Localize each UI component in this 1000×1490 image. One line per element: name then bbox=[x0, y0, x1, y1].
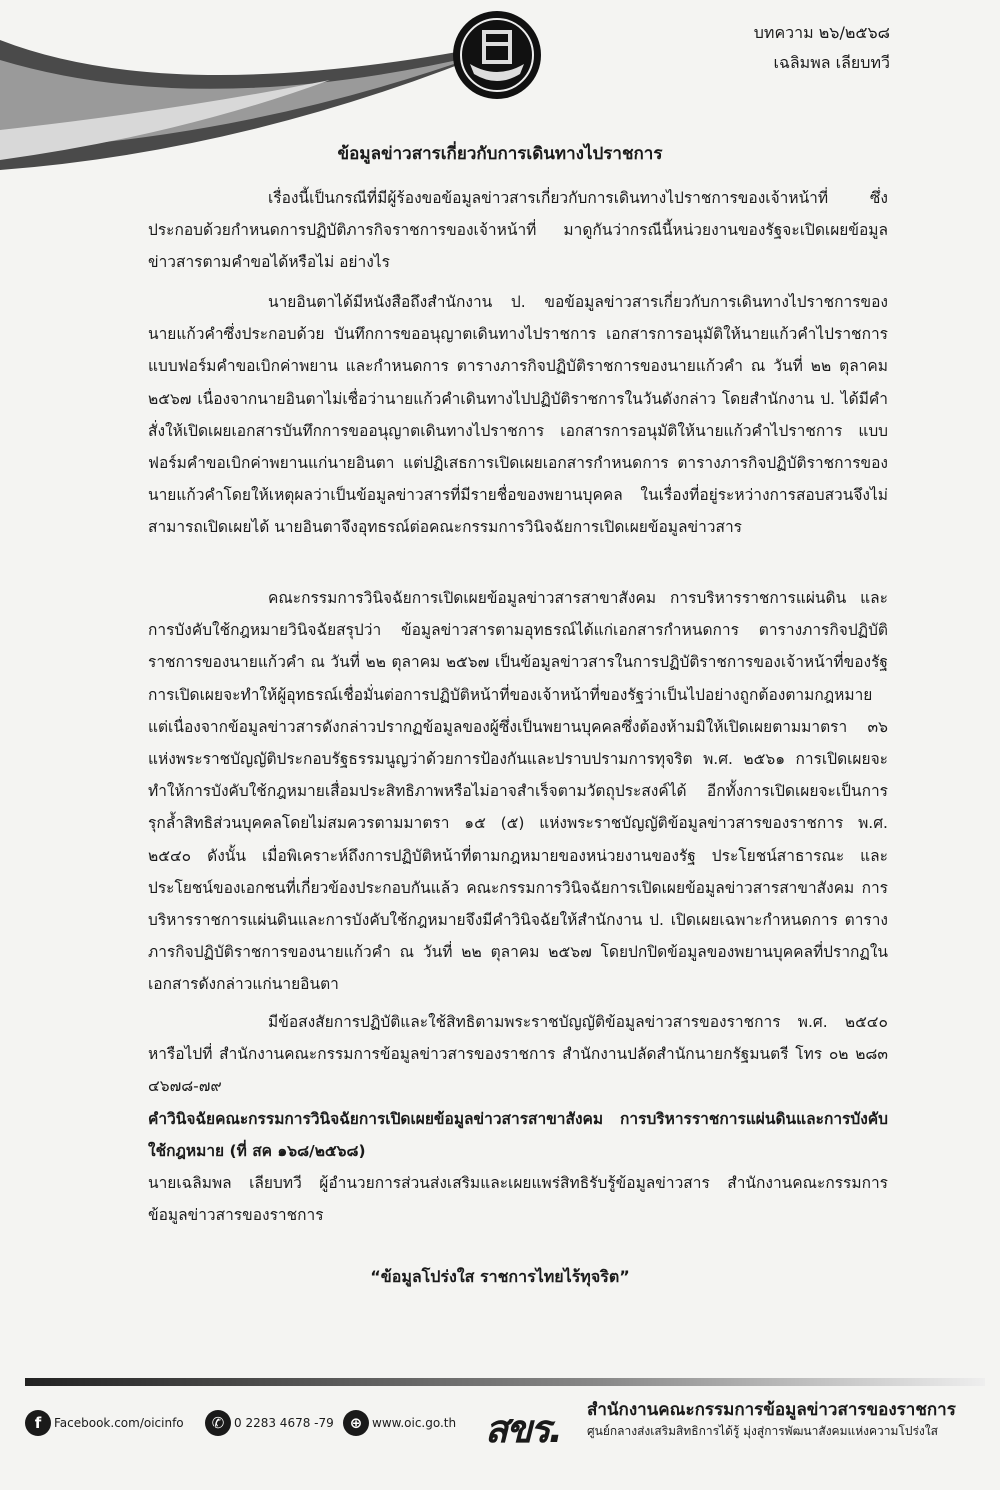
paragraph-text: มีข้อสงสัยการปฏิบัติและใช้สิทธิตามพระราชบัญญัติข้อมูลข่าวสารของราชการ พ.ศ. ๒๕๔๐ หารือไปที่ สำนักงานคณะกรรมการข้อมูลข่าวสารของราชการ สำนักงานปลัดสำนักนายกรัฐมนตรี โทร ๐๒ ๒๘๓ ๔๖๗๘-๗๙ bbox=[148, 1013, 888, 1096]
ruling-reference: คำวินิจฉัยคณะกรรมการวินิจฉัยการเปิดเผยข้อมูลข่าวสารสาขาสังคม การบริหารราชการแผ่นดินและการบังคับใช้กฎหมาย (ที่ สค ๑๖๘/๒๕๖๘) bbox=[148, 1109, 888, 1160]
footer-website[interactable] bbox=[343, 1410, 456, 1436]
document-title: ข้อมูลข่าวสารเกี่ยวกับการเดินทางไปราชการ bbox=[337, 144, 663, 164]
government-emblem-icon bbox=[450, 8, 544, 102]
globe-icon: ⊕ bbox=[343, 1410, 369, 1436]
paragraph-case bbox=[148, 286, 888, 544]
paragraph-ruling bbox=[148, 582, 888, 1001]
footer-facebook[interactable] bbox=[25, 1410, 184, 1436]
org-name: สำนักงานคณะกรรมการข้อมูลข่าวสารของราชการ bbox=[587, 1400, 956, 1420]
oic-logo: สขร. bbox=[485, 1407, 562, 1451]
phone-number: 0 2283 4678 -79 bbox=[234, 1416, 334, 1430]
paragraph-text: นายอินตาได้มีหนังสือถึงสำนักงาน ป. ขอข้อมูลข่าวสารเกี่ยวกับการเดินทางไปราชการของนายแก้วคำซึ่งประกอบด้วย บันทึกการขออนุญาตเดินทางไปราชการ เอกสารการอนุมัติให้นายแก้วคำไปราชการ แบบฟอร์มคำขอเบิกค่าพยาน และกำหนดการ ตารางภารกิจปฏิบัติราชการของนายแก้วคำ ณ วันที่ ๒๒ ตุลาคม ๒๕๖๗ เนื่องจากนายอินตาไม่เชื่อว่านายแก้วคำเดินทางไปปฏิบัติราชการในวันดังกล่าว โดยสำนักงาน ป. ได้มีคำสั่งให้เปิดเผยเอกสารบันทึกการขออนุญาตเดินทางไปราชการ เอกสารการอนุมัติให้นายแก้วคำไปราชการ แบบฟอร์มคำขอเบิกค่าพยานแก่นายอินตา แต่ปฏิเสธการเปิดเผยเอกสารกำหนดการ ตารางภารกิจปฏิบัติราชการของนายแก้วคำโดยให้เหตุผลว่าเป็นข้อมูลข่าวสารที่มีรายชื่อของพยานบุคคล ในเรื่องที่อยู่ระหว่างการสอบสวนจึงไม่สามารถเปิดเผยได้ นายอินตาจึงอุทธรณ์ต่อคณะกรรมการวินิจฉัยการเปิดเผยข้อมูลข่าวสาร bbox=[148, 293, 888, 537]
header-meta bbox=[754, 18, 890, 78]
facebook-link[interactable]: Facebook.com/oicinfo bbox=[54, 1416, 184, 1430]
article-number: บทความ ๒๖/๒๕๖๘ bbox=[753, 23, 890, 42]
website-link[interactable]: www.oic.go.th bbox=[372, 1416, 457, 1430]
footer bbox=[25, 1396, 985, 1456]
slogan: “ข้อมูลโปร่งใส ราชการไทยไร้ทุจริต” bbox=[370, 1267, 630, 1286]
org-tagline: ศูนย์กลางส่งเสริมสิทธิการได้รู้ มุ่งสู่การพัฒนาสังคมแห่งความโปร่งใส bbox=[587, 1424, 938, 1438]
footer-divider bbox=[25, 1378, 985, 1386]
paragraph-text: เรื่องนี้เป็นกรณีที่มีผู้ร้องขอข้อมูลข่าวสารเกี่ยวกับการเดินทางไปราชการของเจ้าหน้าที่ ซึ่งประกอบด้วยกำหนดการปฏิบัติภารกิจราชการของเจ้าหน้าที่ มาดูกันว่ากรณีนี้หน่วยงานของรัฐจะเปิดเผยข้อมูลข่าวสารตามคำขอได้หรือไม่ อย่างไร bbox=[148, 189, 888, 272]
paragraph-text: คณะกรรมการวินิจฉัยการเปิดเผยข้อมูลข่าวสารสาขาสังคม การบริหารราชการแผ่นดิน และการบังคับใช้กฎหมายวินิจฉัยสรุปว่า ข้อมูลข่าวสารตามอุทธรณ์ได้แก่เอกสารกำหนดการ ตารางภารกิจปฏิบัติราชการของนายแก้วคำ ณ วันที่ ๒๒ ตุลาคม ๒๕๖๗ เป็นข้อมูลข่าวสารในการปฏิบัติราชการของเจ้าหน้าที่ของรัฐ การเปิดเผยจะทำให้ผู้อุทธรณ์เชื่อมั่นต่อการปฏิบัติหน้าที่ของเจ้าหน้าที่ของรัฐว่าเป็นไปอย่างถูกต้องตามกฎหมาย แต่เนื่องจากข้อมูลข่าวสารดังกล่าวปรากฏข้อมูลของผู้ซึ่งเป็นพยานบุคคลซึ่งต้องห้ามมิให้เปิดเผยตามมาตรา ๓๖ แห่งพระราชบัญญัติประกอบรัฐธรรมนูญว่าด้วยการป้องกันและปราบปรามการทุจริต พ.ศ. ๒๕๖๑ การเปิดเผยจะทำให้การบังคับใช้กฎหมายเสื่อมประสิทธิภาพหรือไม่อาจสำเร็จตามวัตถุประสงค์ได้ อีกทั้งการเปิดเผยจะเป็นการรุกล้ำสิทธิส่วนบุคคลโดยไม่สมควรตามมาตรา ๑๕ (๕) แห่งพระราชบัญญัติข้อมูลข่าวสารของราชการ พ.ศ. ๒๕๔๐ ดังนั้น เมื่อพิเคราะห์ถึงการปฏิบัติหน้าที่ตามกฎหมายของหน่วยงานของรัฐ ประโยชน์สาธารณะ และประโยชน์ของเอกชนที่เกี่ยวข้องประกอบกันแล้ว คณะกรรมการวินิจฉัยการเปิดเผยข้อมูลข่าวสารสาขาสังคม การบริหารราชการแผ่นดินและการบังคับใช้กฎหมายจึงมีคำวินิจฉัยให้สำนักงาน ป. เปิดเผยเฉพาะกำหนดการ ตารางภารกิจปฏิบัติราชการของนายแก้วคำ ณ วันที่ ๒๒ ตุลาคม ๒๕๖๗ โดยปกปิดข้อมูลของพยานบุคคลที่ปรากฏในเอกสารดังกล่าวแก่นายอินตา bbox=[148, 589, 888, 994]
facebook-icon: f bbox=[25, 1410, 51, 1436]
author-line: นายเฉลิมพล เลียบทวี ผู้อำนวยการส่วนส่งเสริมและเผยแพร่สิทธิรับรู้ข้อมูลข่าวสาร สำนักงานคณะกรรมการข้อมูลข่าวสารของราชการ bbox=[148, 1174, 888, 1225]
footer-phone bbox=[205, 1410, 334, 1436]
phone-icon: ✆ bbox=[205, 1410, 231, 1436]
header-author: เฉลิมพล เลียบทวี bbox=[773, 53, 890, 72]
paragraph-intro bbox=[148, 182, 888, 279]
paragraph-contact bbox=[148, 1006, 888, 1231]
